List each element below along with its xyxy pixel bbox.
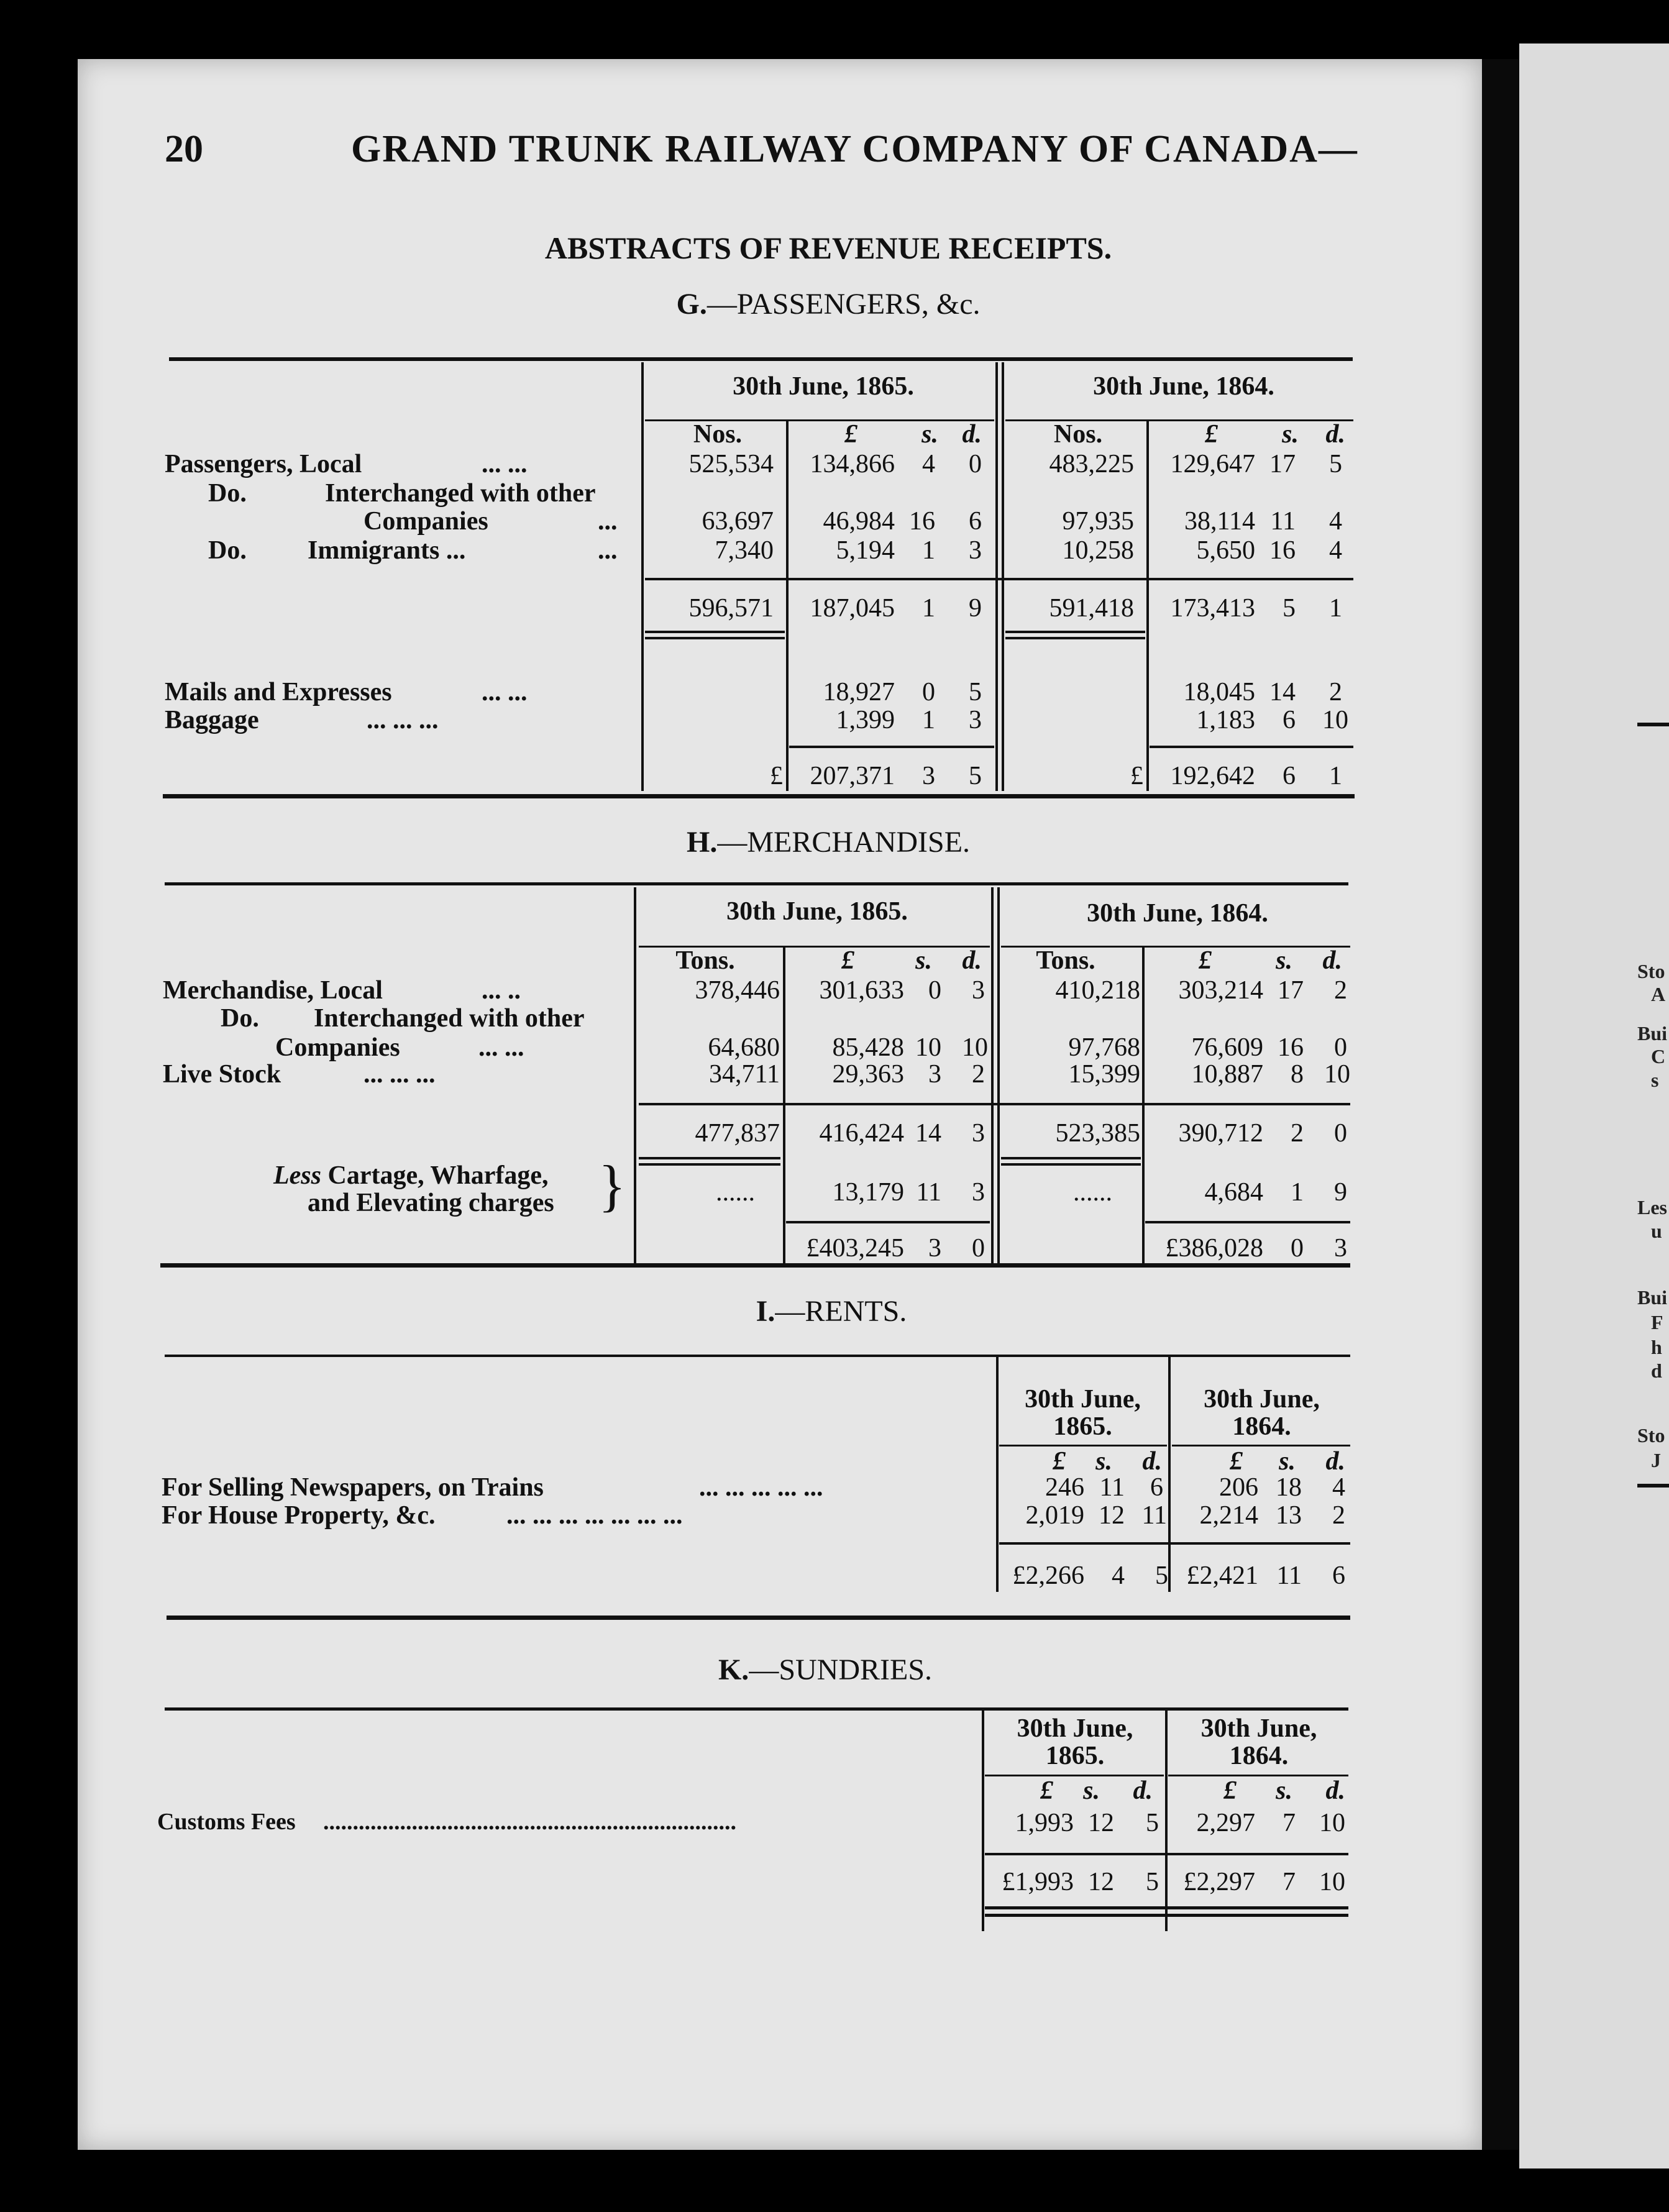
g-row-dots: ... ... [482,450,528,478]
g-total-pounds-1864: 192,642 [1170,762,1255,790]
top-rule [169,357,1353,361]
fragment-rule [1637,1484,1669,1488]
g-subtotal-pence-1865: 9 [969,594,982,623]
double-rule [645,637,785,639]
g-shillings-1864: 11 [1270,507,1296,536]
top-rule [165,1707,1348,1711]
k-row-label: Customs Fees [157,1809,296,1835]
brace-icon: } [598,1154,626,1217]
g-row-label: Interchanged with other [325,479,596,508]
fragment-rule [1637,723,1669,726]
g-total-pound-sign-1865: £ [770,762,783,790]
margin-fragment: F [1651,1311,1663,1333]
h-pence-1864: 2 [1334,976,1347,1005]
column-rule [1002,362,1004,791]
column-rule [982,1711,984,1931]
double-rule [639,1163,780,1166]
g-mails-pence-1864: 2 [1329,678,1342,706]
h-col-s-1864: s. [1276,946,1292,975]
margin-fragment: J [1651,1449,1661,1471]
g-col-s-1864: s. [1282,420,1299,449]
g-shillings-1864: 17 [1269,450,1296,478]
i-total-pence-1865: 5 [1155,1561,1168,1590]
g-row-dots: ... ... [482,678,528,706]
page-title: ABSTRACTS OF REVENUE RECEIPTS. [544,231,1112,265]
h-subtotal-pounds-1865: 416,424 [819,1119,904,1148]
double-rule [1005,631,1145,633]
g-col-d-1865: d. [962,420,982,449]
h-pounds-1864: 76,609 [1191,1033,1263,1062]
i-pounds-1864: 206 [1219,1473,1258,1502]
k-col-d-1864: d. [1325,1776,1345,1805]
section-h-text: —MERCHANDISE. [717,826,971,859]
k-shillings-1864: 7 [1283,1809,1296,1837]
h-subtotal-pence-1865: 3 [972,1119,985,1148]
g-subtotal-nos-1865: 596,571 [688,594,774,623]
h-less-shillings-1864: 1 [1291,1178,1304,1207]
i-col-d-1864: d. [1325,1447,1345,1476]
h-less-text: Cartage, Wharfage, [327,1161,549,1190]
column-rule [997,887,1000,1263]
g-col-nos-1864: Nos. [1053,420,1103,449]
i-pence-1864: 4 [1332,1473,1345,1502]
k-date-1864-b: 1864. [1229,1742,1289,1770]
k-pounds-1864: 2,297 [1196,1809,1255,1837]
i-col-d-1865: d. [1142,1447,1162,1476]
h-subtotal-tons-1865: 477,837 [695,1119,780,1148]
g-subtotal-pounds-1864: 173,413 [1170,594,1255,623]
double-rule [639,1157,780,1159]
g-baggage-pounds-1865: 1,399 [836,706,895,734]
k-col-pound-1864: £ [1223,1776,1237,1805]
column-rule [634,887,636,1263]
total-rule [1150,746,1353,748]
h-pence-1865: 3 [972,976,985,1005]
g-total-shillings-1865: 3 [922,762,935,790]
h-shillings-1864: 16 [1278,1033,1304,1062]
section-g-letter: G. [676,288,707,321]
h-less-blank-1865: ...... [716,1178,755,1207]
i-row-label: For House Property, &c. [162,1501,436,1530]
k-total-pence-1865: 5 [1146,1868,1159,1896]
double-rule [985,1914,1348,1917]
h-col-s-1865: s. [915,946,932,975]
g-baggage-pounds-1864: 1,183 [1196,706,1255,734]
h-pence-1864: 0 [1334,1033,1347,1062]
i-date-1865-b: 1865. [1053,1412,1112,1441]
column-rule [1165,1711,1168,1931]
h-less-pounds-1864: 4,684 [1204,1178,1263,1207]
g-pence-1865: 3 [969,536,982,565]
g-row-dots: ... ... ... [367,706,439,734]
g-nos-1864: 483,225 [1049,450,1134,478]
section-g-text: —PASSENGERS, &c. [706,288,981,321]
i-row-label: For Selling Newspapers, on Trains [162,1473,544,1502]
running-title: GRAND TRUNK RAILWAY COMPANY OF CANADA— [351,128,1358,170]
g-subtotal-pounds-1865: 187,045 [810,594,895,623]
i-total-shillings-1865: 4 [1112,1561,1125,1590]
k-col-s-1864: s. [1276,1776,1292,1805]
k-row-dots: ...................................................................... [323,1809,736,1835]
k-col-pound-1865: £ [1040,1776,1053,1805]
g-subtotal-shillings-1865: 1 [922,594,935,623]
margin-fragment: Les [1637,1196,1667,1218]
h-pounds-1865: 85,428 [832,1033,904,1062]
h-less-shillings-1865: 11 [916,1178,941,1207]
column-rule [783,948,785,1263]
g-col-pound-1864: £ [1205,420,1218,449]
section-k-heading [0,1653,1660,1687]
g-pounds-1864: 38,114 [1184,507,1255,536]
g-nos-1865: 7,340 [715,536,774,565]
h-tons-1865: 64,680 [708,1033,780,1062]
i-col-s-1864: s. [1279,1447,1296,1476]
h-subtotal-pounds-1864: 390,712 [1178,1119,1263,1148]
margin-fragment: Bui [1637,1286,1668,1309]
h-date-1864: 30th June, 1864. [1087,899,1268,928]
g-pounds-1865: 5,194 [836,536,895,565]
g-mails-shillings-1864: 14 [1269,678,1296,706]
g-mails-pence-1865: 5 [969,678,982,706]
h-pounds-1864: 10,887 [1191,1060,1263,1089]
i-shillings-1865: 11 [1099,1473,1125,1502]
h-row-label-cont: Companies [275,1033,400,1062]
g-row-label: Immigrants ... [308,536,466,565]
i-total-shillings-1864: 11 [1276,1561,1302,1590]
g-mails-shillings-1865: 0 [922,678,935,706]
h-total-shillings-1865: 3 [928,1234,941,1263]
h-pence-1865: 2 [972,1060,985,1089]
g-pence-1864: 4 [1329,507,1342,536]
section-h-heading [0,825,1663,859]
margin-fragment: C [1651,1045,1666,1067]
i-col-pound-1865: £ [1053,1447,1066,1476]
subtotal-rule [645,578,1353,580]
k-pence-1864: 10 [1319,1809,1345,1837]
h-shillings-1865: 3 [928,1060,941,1089]
section-i-heading [0,1294,1666,1328]
book-gutter [1482,59,1519,2150]
column-rule [641,362,644,791]
g-nos-1864: 10,258 [1062,536,1134,565]
h-row-dots: ... ... ... [364,1060,436,1089]
k-total-pence-1864: 10 [1319,1868,1345,1896]
h-tons-1865: 378,446 [695,976,780,1005]
h-tons-1865: 34,711 [709,1060,780,1089]
g-row-label-do: Do. [208,479,247,508]
k-date-1865-a: 30th June, [1017,1714,1133,1743]
column-rule [1142,948,1145,1263]
total-rule [999,1542,1350,1545]
section-i-text: —RENTS. [775,1295,907,1328]
h-row-label: Merchandise, Local [163,976,383,1005]
k-total-shillings-1864: 7 [1283,1868,1296,1896]
total-rule [789,746,994,748]
i-shillings-1864: 13 [1276,1501,1302,1530]
g-total-pound-sign-1864: £ [1130,762,1143,790]
margin-fragment: d [1651,1360,1662,1382]
h-less-word: Less [273,1161,321,1190]
section-rule [160,1263,1350,1268]
i-date-1865-a: 30th June, [1025,1385,1141,1414]
i-col-s-1865: s. [1095,1447,1112,1476]
k-date-1865-b: 1865. [1045,1742,1105,1770]
h-shillings-1864: 8 [1291,1060,1304,1089]
g-total-pence-1864: 1 [1329,762,1342,790]
g-pence-1864: 5 [1329,450,1342,478]
h-pounds-1865: 29,363 [832,1060,904,1089]
h-col-pound-1864: £ [1199,946,1212,975]
g-pounds-1865: 134,866 [810,450,895,478]
section-k-letter: K. [718,1653,749,1686]
section-g-heading [0,287,1663,321]
k-pence-1865: 5 [1146,1809,1159,1837]
k-total-shillings-1865: 12 [1088,1868,1114,1896]
i-pounds-1865: 246 [1045,1473,1084,1502]
i-row-dots: ... ... ... ... ... [699,1473,823,1502]
i-total-pence-1864: 6 [1332,1561,1345,1590]
h-row-dots: ... ... [478,1033,524,1062]
section-rule [167,1616,1350,1620]
double-rule [985,1906,1348,1909]
g-pence-1865: 6 [969,507,982,536]
double-rule [1001,1163,1141,1166]
column-rule [1168,1357,1171,1592]
g-date-1865: 30th June, 1865. [733,372,914,401]
total-rule [985,1853,1348,1855]
i-pounds-1865: 2,019 [1025,1501,1084,1530]
h-shillings-1864: 17 [1278,976,1304,1005]
i-pence-1865: 6 [1150,1473,1163,1502]
k-pounds-1865: 1,993 [1015,1809,1074,1837]
h-col-pound-1865: £ [841,946,854,975]
h-pounds-1864: 303,214 [1178,976,1263,1005]
h-subtotal-pence-1864: 0 [1334,1119,1347,1148]
section-h-letter: H. [686,826,718,859]
h-less-line1 [273,1161,548,1191]
g-col-nos-1865: Nos. [693,420,743,449]
h-tons-1864: 15,399 [1068,1060,1140,1089]
h-shillings-1865: 10 [915,1033,941,1062]
h-subtotal-shillings-1864: 2 [1291,1119,1304,1148]
k-date-1864-a: 30th June, [1200,1714,1317,1743]
k-total-pounds-1865: £1,993 [1002,1868,1074,1896]
k-col-s-1865: s. [1083,1776,1100,1805]
g-baggage-shillings-1864: 6 [1283,706,1296,734]
h-row-label-do: Do. [221,1004,259,1033]
h-total-shillings-1864: 0 [1291,1234,1304,1263]
top-rule [165,882,1348,885]
g-baggage-label: Baggage [165,706,259,734]
h-less-pence-1864: 9 [1334,1178,1347,1207]
h-less-pence-1865: 3 [972,1178,985,1207]
h-total-pounds-1864: £386,028 [1165,1234,1263,1263]
h-tons-1864: 410,218 [1055,976,1140,1005]
i-pence-1865: 11 [1141,1501,1167,1530]
g-col-s-1865: s. [921,420,938,449]
g-shillings-1865: 1 [922,536,935,565]
i-date-1864-b: 1864. [1232,1412,1291,1441]
section-i-letter: I. [756,1295,775,1328]
section-k-text: —SUNDRIES. [749,1653,933,1686]
column-rule [996,1357,999,1592]
g-shillings-1865: 4 [922,450,935,478]
h-shillings-1865: 0 [928,976,941,1005]
h-pence-1865: 10 [962,1033,988,1062]
g-pounds-1864: 129,647 [1170,450,1255,478]
i-pounds-1864: 2,214 [1199,1501,1258,1530]
h-less-blank-1864: ...... [1073,1178,1112,1207]
k-shillings-1865: 12 [1088,1809,1114,1837]
g-nos-1864: 97,935 [1062,507,1134,536]
h-subtotal-shillings-1865: 14 [915,1119,941,1148]
h-col-tons-1864: Tons. [1036,946,1095,975]
k-col-d-1865: d. [1133,1776,1153,1805]
g-baggage-pence-1865: 3 [969,706,982,734]
g-mails-label: Mails and Expresses [165,678,392,706]
margin-fragment: Bui [1637,1022,1668,1044]
g-subtotal-shillings-1864: 5 [1283,594,1296,623]
h-subtotal-tons-1864: 523,385 [1055,1119,1140,1148]
i-shillings-1864: 18 [1276,1473,1302,1502]
margin-fragment: s [1651,1069,1659,1091]
h-row-label: Interchanged with other [314,1004,585,1033]
g-col-d-1864: d. [1325,420,1345,449]
g-baggage-pence-1864: 10 [1322,706,1348,734]
total-rule [786,1221,990,1223]
i-row-dots: ... ... ... ... ... ... ... [506,1501,683,1530]
i-total-pounds-1864: £2,421 [1186,1561,1258,1590]
g-shillings-1864: 16 [1269,536,1296,565]
g-pounds-1865: 46,984 [823,507,895,536]
page-number: 20 [165,128,203,170]
g-row-dots: ... [598,507,618,536]
g-total-pounds-1865: 207,371 [810,762,895,790]
h-row-dots: ... .. [482,976,521,1005]
h-col-d-1864: d. [1322,946,1342,975]
h-col-tons-1865: Tons. [675,946,735,975]
g-row-label-cont: Companies [364,507,488,536]
g-mails-pounds-1865: 18,927 [823,678,895,706]
i-date-1864-a: 30th June, [1204,1385,1320,1414]
column-rule [1146,421,1149,791]
h-total-pence-1864: 3 [1334,1234,1347,1263]
g-date-1864: 30th June, 1864. [1093,372,1274,401]
section-rule [163,794,1355,798]
g-pence-1864: 4 [1329,536,1342,565]
i-shillings-1865: 12 [1099,1501,1125,1530]
i-total-pounds-1865: £2,266 [1012,1561,1084,1590]
double-rule [1001,1157,1141,1159]
margin-fragment: h [1651,1336,1662,1358]
h-less-line2: and Elevating charges [308,1189,554,1217]
g-shillings-1865: 16 [909,507,935,536]
g-total-pence-1865: 5 [969,762,982,790]
g-row-dots: ... [598,536,618,565]
column-rule [786,421,789,791]
k-total-pounds-1864: £2,297 [1183,1868,1255,1896]
g-total-shillings-1864: 6 [1283,762,1296,790]
g-nos-1865: 63,697 [702,507,774,536]
facing-page-edge [1519,43,1669,2169]
double-rule [645,631,785,633]
g-pounds-1864: 5,650 [1196,536,1255,565]
h-total-pence-1865: 0 [972,1234,985,1263]
g-row-label-do: Do. [208,536,247,565]
h-col-d-1865: d. [962,946,982,975]
double-rule [1005,637,1145,639]
i-col-pound-1864: £ [1230,1447,1243,1476]
margin-fragment: Sto [1637,960,1665,982]
h-row-label: Live Stock [163,1060,281,1089]
subtotal-rule [639,1103,1350,1105]
total-rule [1145,1221,1350,1223]
h-tons-1864: 97,768 [1068,1033,1140,1062]
column-rule [991,887,994,1263]
h-date-1865: 30th June, 1865. [726,897,908,926]
top-rule [165,1355,1350,1357]
g-subtotal-pence-1864: 1 [1329,594,1342,623]
margin-fragment: A [1651,983,1666,1005]
g-mails-pounds-1864: 18,045 [1183,678,1255,706]
g-subtotal-nos-1864: 591,418 [1049,594,1134,623]
column-rule [995,362,998,791]
g-pence-1865: 0 [969,450,982,478]
g-col-pound-1865: £ [844,420,857,449]
h-less-pounds-1865: 13,179 [832,1178,904,1207]
i-pence-1864: 2 [1332,1501,1345,1530]
g-nos-1865: 525,534 [688,450,774,478]
margin-fragment: Sto [1637,1424,1665,1446]
h-total-pounds-1865: £403,245 [806,1234,904,1263]
h-pounds-1865: 301,633 [819,976,904,1005]
h-pence-1864: 10 [1324,1060,1350,1089]
g-row-label: Passengers, Local [165,450,362,478]
margin-fragment: u [1651,1220,1662,1242]
g-baggage-shillings-1865: 1 [922,706,935,734]
